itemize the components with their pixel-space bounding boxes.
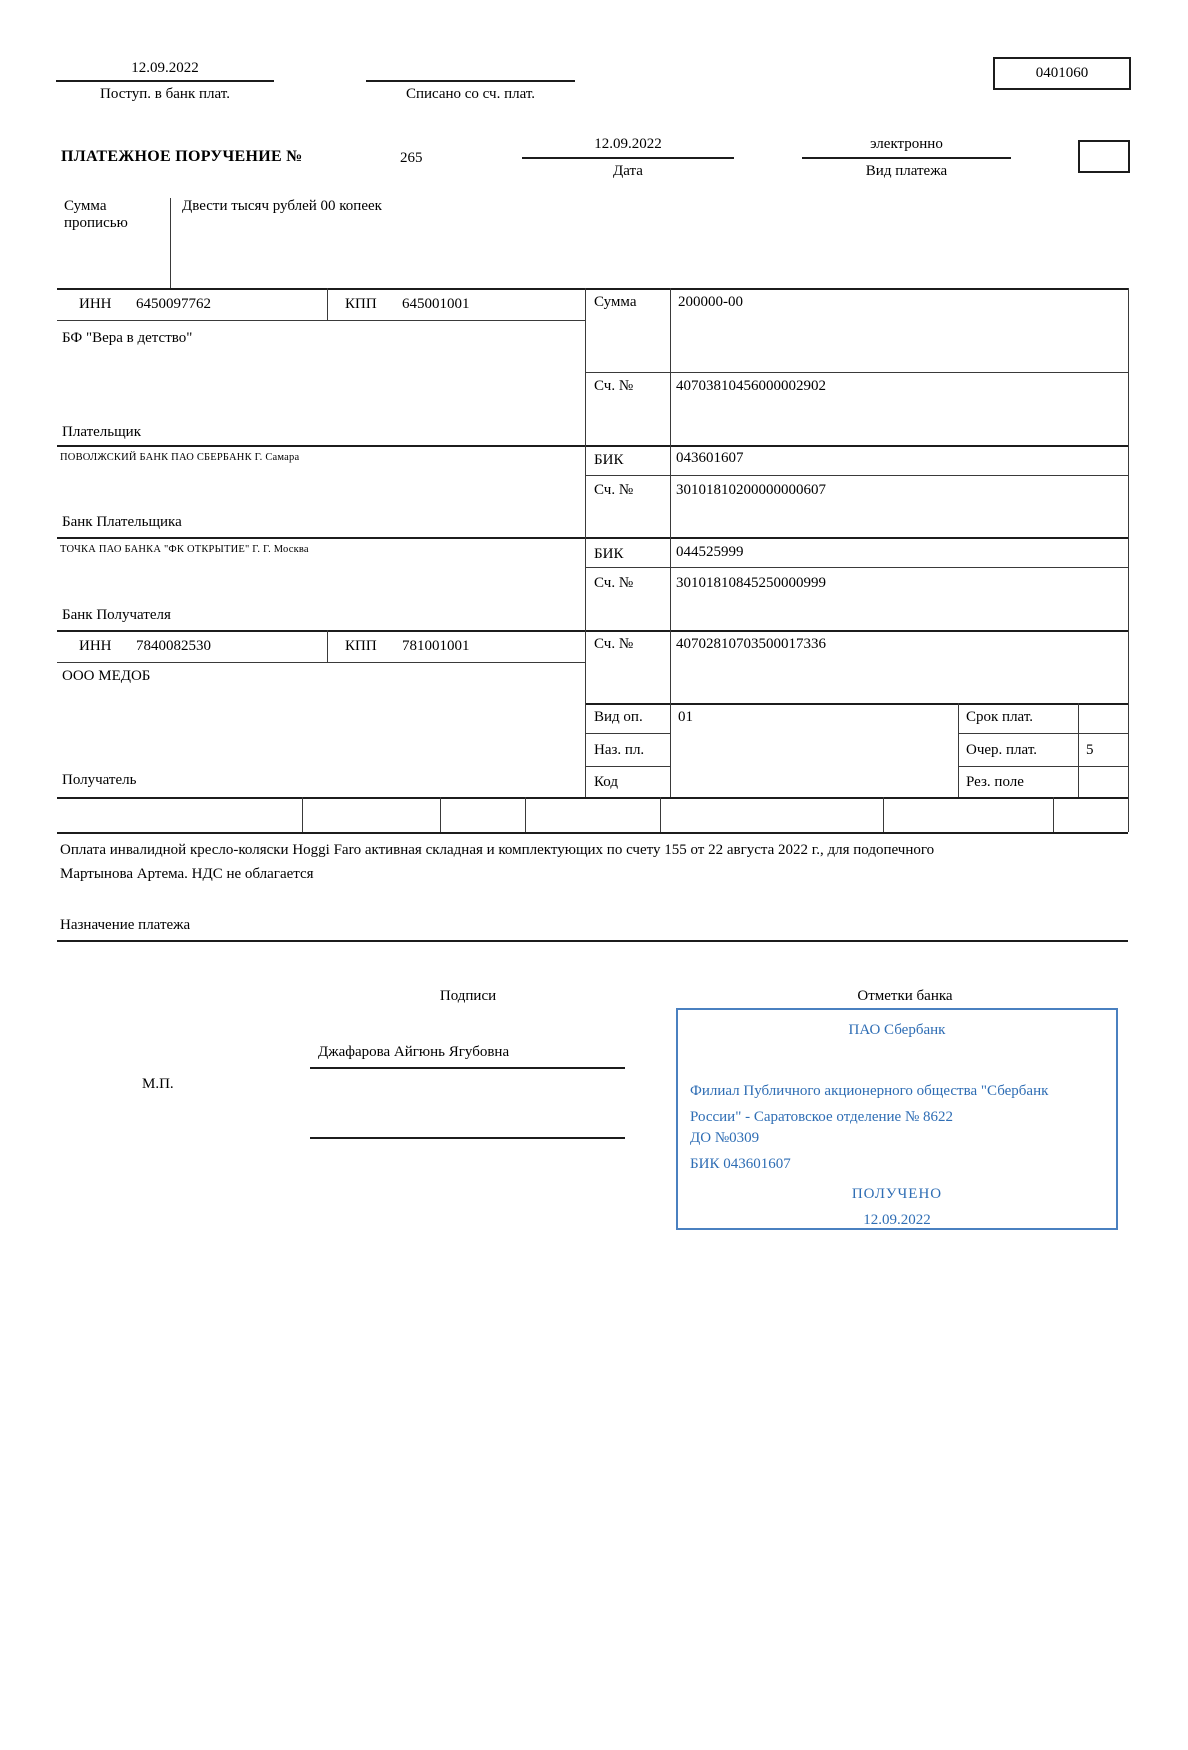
payee-inn-row-border bbox=[57, 662, 585, 663]
priority-label: Очер. плат. bbox=[966, 742, 1037, 758]
stamp-bik: БИК 043601607 bbox=[690, 1156, 791, 1172]
payee-section-border bbox=[57, 797, 1128, 799]
sum-label: Сумма bbox=[594, 294, 637, 310]
payer-name: БФ "Вера в детство" bbox=[62, 330, 193, 346]
sum-row-border bbox=[585, 372, 1128, 373]
signer-name: Джафарова Айгюнь Ягубовна bbox=[318, 1044, 510, 1060]
table-right-border bbox=[1128, 288, 1129, 832]
payer-account-value: 40703810456000002902 bbox=[676, 378, 826, 394]
payee-account-value: 40702810703500017336 bbox=[676, 636, 826, 652]
payee-inn-value: 7840082530 bbox=[136, 638, 211, 654]
amount-words-value: Двести тысяч рублей 00 копеек bbox=[182, 198, 382, 214]
document-date: 12.09.2022 bbox=[594, 136, 662, 152]
amount-words-label: Сумма прописью bbox=[64, 198, 128, 232]
stamp-bank-name: ПАО Сбербанк bbox=[848, 1022, 946, 1038]
payer-bank-section-border bbox=[57, 537, 1128, 539]
payer-bank-name: ПОВОЛЖСКИЙ БАНК ПАО СБЕРБАНК Г. Самара bbox=[60, 452, 300, 463]
naz-row-border-right bbox=[958, 766, 1128, 767]
payee-bank-label: Банк Получателя bbox=[62, 607, 171, 623]
payee-account-label: Сч. № bbox=[594, 636, 634, 652]
status-checkbox bbox=[1078, 140, 1130, 173]
purpose-text: Оплата инвалидной кресло-коляски Hoggi Faro активная складная и комплектующих по счету 155 от 22 августа 2022 г., для подопечного Мартынова Артема. НДС не облагается bbox=[60, 842, 935, 882]
payee-account-row-border bbox=[585, 703, 1128, 705]
payee-bank-account-label: Сч. № bbox=[594, 575, 634, 591]
sum-value: 200000-00 bbox=[678, 294, 743, 310]
code-label: Код bbox=[594, 774, 618, 790]
label-value-divider bbox=[670, 288, 671, 797]
purpose-label: Назначение платежа bbox=[60, 917, 191, 933]
stamp-status: ПОЛУЧЕНО bbox=[851, 1186, 943, 1202]
form-code: 0401060 bbox=[1035, 65, 1089, 81]
stamp-branch: Филиал Публичного акционерного общества "Сбербанк России" - Саратовское отделение № 8622 bbox=[690, 1083, 1049, 1125]
payer-kpp-value: 645001001 bbox=[402, 296, 470, 312]
tax-cell-divider-1 bbox=[302, 797, 303, 832]
payment-kind-value: электронно bbox=[870, 136, 943, 152]
payer-inn-row-border bbox=[57, 320, 585, 321]
document-number: 265 bbox=[400, 150, 423, 166]
stamp-office: ДО №0309 bbox=[690, 1130, 760, 1146]
tax-fields-row-border bbox=[57, 832, 1128, 834]
payer-bank-bik-label: БИК bbox=[594, 452, 624, 468]
op-kind-row-border-left bbox=[585, 733, 671, 734]
bank-marks-title: Отметки банка bbox=[857, 988, 953, 1004]
received-date: 12.09.2022 bbox=[131, 60, 199, 76]
payee-bank-name: ТОЧКА ПАО БАНКА "ФК ОТКРЫТИЕ" Г. Г. Москва bbox=[60, 544, 309, 555]
payee-name: ООО МЕДОБ bbox=[62, 668, 151, 684]
table-top-border bbox=[57, 288, 1128, 290]
payment-kind-label: Вид платежа bbox=[865, 163, 948, 179]
payer-kpp-label: КПП bbox=[345, 296, 377, 312]
stamp-place-label: М.П. bbox=[142, 1076, 174, 1092]
op-kind-value: 01 bbox=[678, 709, 693, 725]
left-block-divider bbox=[585, 288, 586, 797]
reserve-field-label: Рез. поле bbox=[966, 774, 1024, 790]
amount-words-divider bbox=[170, 198, 171, 288]
payer-inn-kpp-divider bbox=[327, 288, 328, 320]
signatures-title: Подписи bbox=[439, 988, 497, 1004]
due-date-label: Срок плат. bbox=[966, 709, 1034, 725]
priority-value: 5 bbox=[1086, 742, 1094, 758]
tax-cell-divider-2 bbox=[440, 797, 441, 832]
payee-bank-section-border bbox=[57, 630, 1128, 632]
tax-cell-divider-5 bbox=[883, 797, 884, 832]
debited-underline bbox=[366, 80, 575, 82]
payer-bank-account-label: Сч. № bbox=[594, 482, 634, 498]
payer-bank-account-value: 30101810200000000607 bbox=[676, 482, 826, 498]
signature-line-2 bbox=[310, 1137, 625, 1139]
payee-kpp-label: КПП bbox=[345, 638, 377, 654]
signature-line-1 bbox=[310, 1067, 625, 1069]
payer-inn-value: 6450097762 bbox=[136, 296, 211, 312]
op-kind-label: Вид оп. bbox=[594, 709, 643, 725]
date-label: Дата bbox=[613, 163, 643, 179]
payment-kind-underline bbox=[802, 157, 1011, 159]
pay-purpose-code-label: Наз. пл. bbox=[594, 742, 645, 758]
form-code-box bbox=[993, 57, 1131, 90]
payer-bank-bik-value: 043601607 bbox=[676, 450, 744, 466]
naz-row-border-left bbox=[585, 766, 671, 767]
payee-label: Получатель bbox=[62, 772, 137, 788]
payee-inn-label: ИНН bbox=[79, 638, 112, 654]
payee-bank-bik-value: 044525999 bbox=[676, 544, 744, 560]
received-label: Поступ. в банк плат. bbox=[100, 86, 230, 102]
payee-kpp-value: 781001001 bbox=[402, 638, 470, 654]
due-box-left-divider bbox=[958, 703, 959, 797]
payee-bank-bik-label: БИК bbox=[594, 546, 624, 562]
tax-cell-divider-4 bbox=[660, 797, 661, 832]
payer-bank-label: Банк Плательщика bbox=[62, 514, 182, 530]
due-box-right-divider bbox=[1078, 703, 1079, 797]
payee-bank-account-value: 30101810845250000999 bbox=[676, 575, 826, 591]
stamp-date: 12.09.2022 bbox=[863, 1212, 931, 1228]
bank-stamp bbox=[676, 1008, 1118, 1230]
payer-account-label: Сч. № bbox=[594, 378, 634, 394]
date-underline bbox=[522, 157, 734, 159]
tax-cell-divider-3 bbox=[525, 797, 526, 832]
payer-section-border bbox=[57, 445, 1128, 447]
debited-label: Списано со сч. плат. bbox=[405, 86, 536, 102]
op-kind-row-border-right bbox=[958, 733, 1128, 734]
received-date-underline bbox=[56, 80, 274, 82]
tax-cell-divider-6 bbox=[1053, 797, 1054, 832]
payer-inn-label: ИНН bbox=[79, 296, 112, 312]
payer-bank-bik-border bbox=[585, 475, 1128, 476]
payee-bank-bik-border bbox=[585, 567, 1128, 568]
document-title: ПЛАТЕЖНОЕ ПОРУЧЕНИЕ № bbox=[61, 148, 303, 165]
payee-inn-kpp-divider bbox=[327, 630, 328, 662]
purpose-section-border bbox=[57, 940, 1128, 942]
payer-label: Плательщик bbox=[62, 424, 141, 440]
